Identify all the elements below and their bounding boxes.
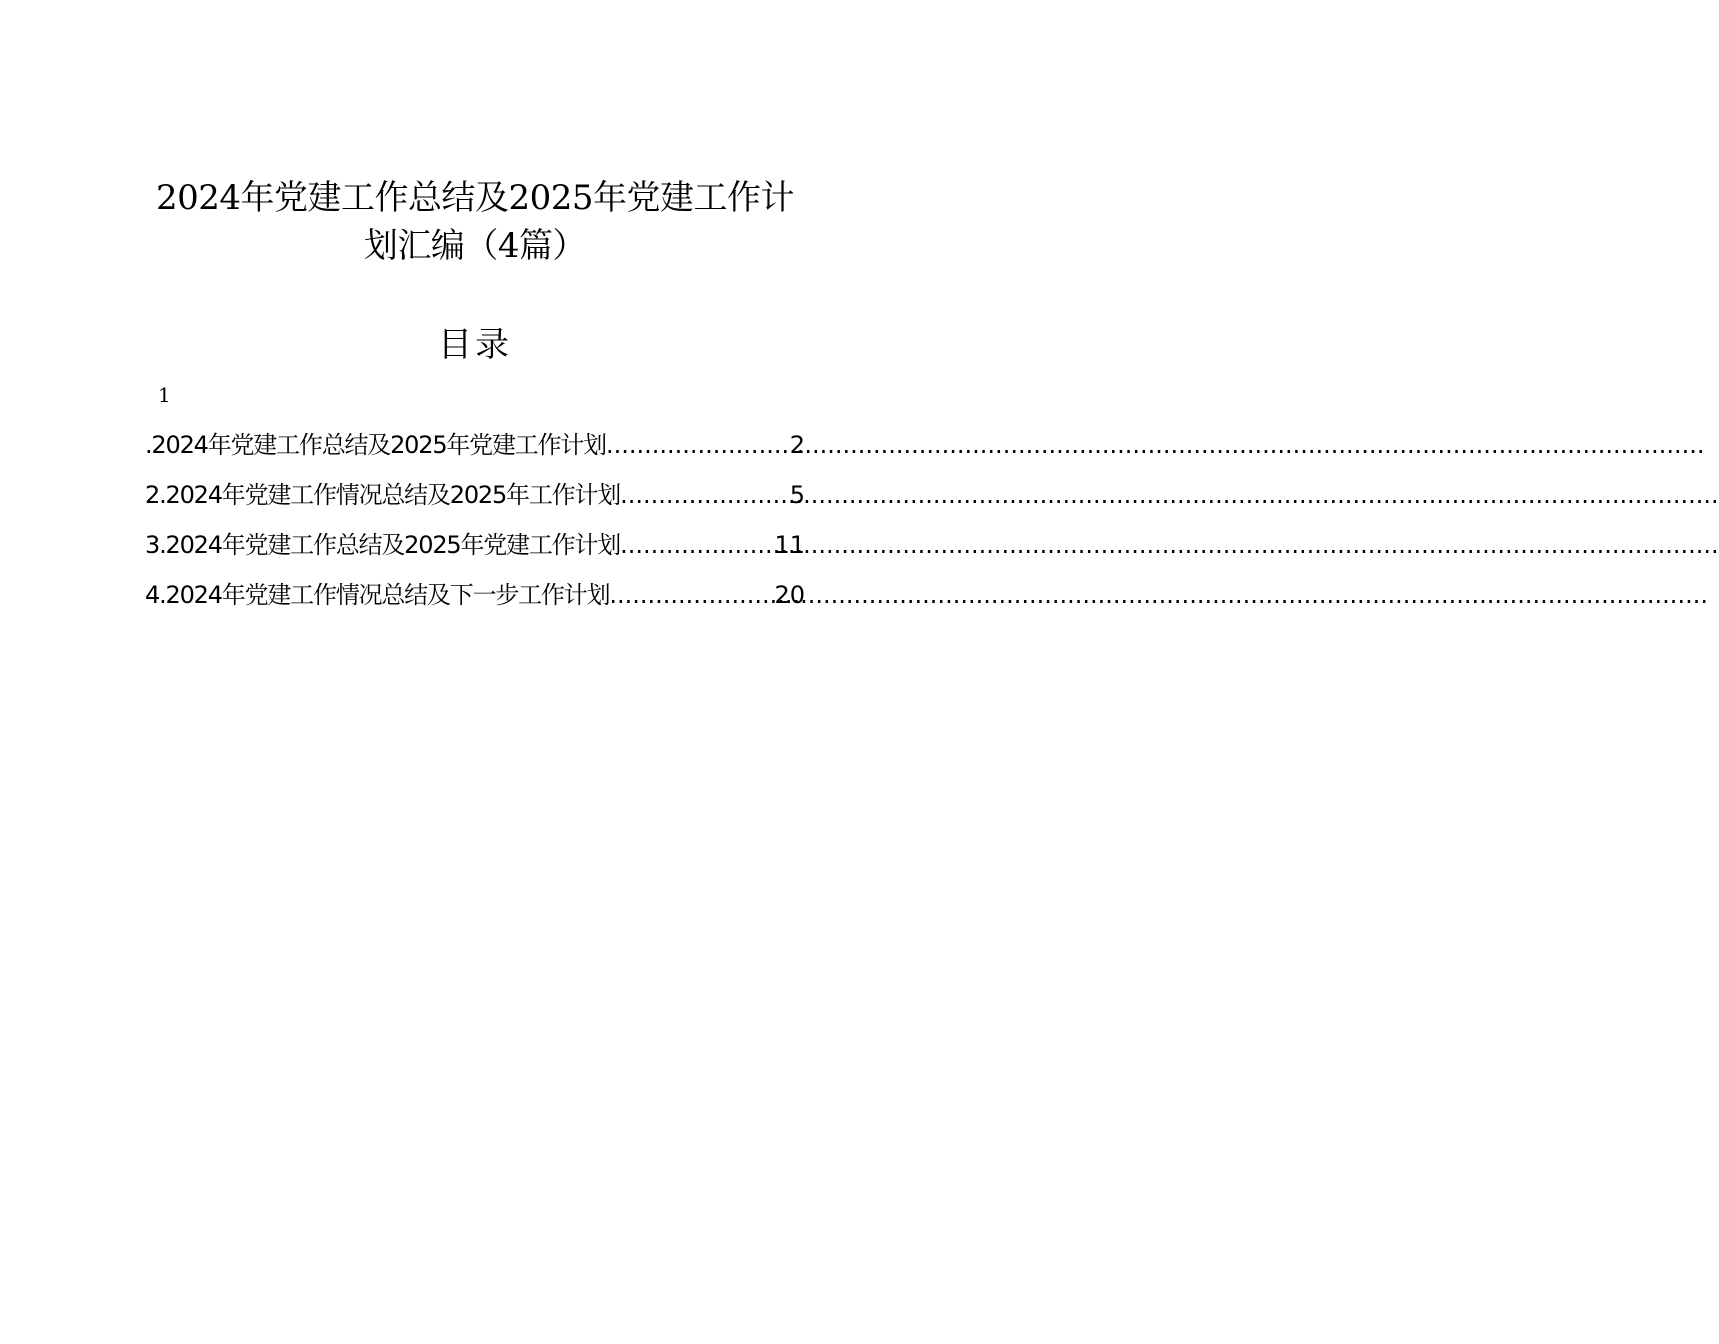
- document-title-line-1: 2024年党建工作总结及2025年党建工作计: [155, 178, 795, 218]
- toc-item-title: 3.2024年党建工作总结及2025年党建工作计划: [145, 531, 621, 559]
- toc-page-number: 11: [774, 531, 805, 559]
- toc-page-number: 2: [789, 431, 805, 459]
- toc-dot-leader: [606, 425, 789, 465]
- toc-dot-leader: [609, 575, 773, 615]
- toc-item-title: 2.2024年党建工作情况总结及2025年工作计划: [145, 481, 621, 509]
- toc-first-item-number: 1: [158, 383, 171, 407]
- toc-page-number: 20: [774, 581, 805, 609]
- toc-item-title: .2024年党建工作总结及2025年党建工作计划: [145, 431, 606, 459]
- table-of-contents: [145, 425, 805, 625]
- toc-item-4[interactable]: [145, 575, 805, 625]
- toc-item-1[interactable]: [145, 425, 805, 475]
- document-title-line-2: 划汇编（4篇）: [363, 226, 587, 266]
- toc-dot-leader: [620, 525, 773, 565]
- toc-item-2[interactable]: [145, 475, 805, 525]
- toc-heading: 目录: [438, 325, 512, 365]
- toc-item-title: 4.2024年党建工作情况总结及下一步工作计划: [145, 581, 610, 609]
- toc-item-3[interactable]: [145, 525, 805, 575]
- toc-page-number: 5: [789, 481, 805, 509]
- toc-dot-leader: [620, 475, 789, 515]
